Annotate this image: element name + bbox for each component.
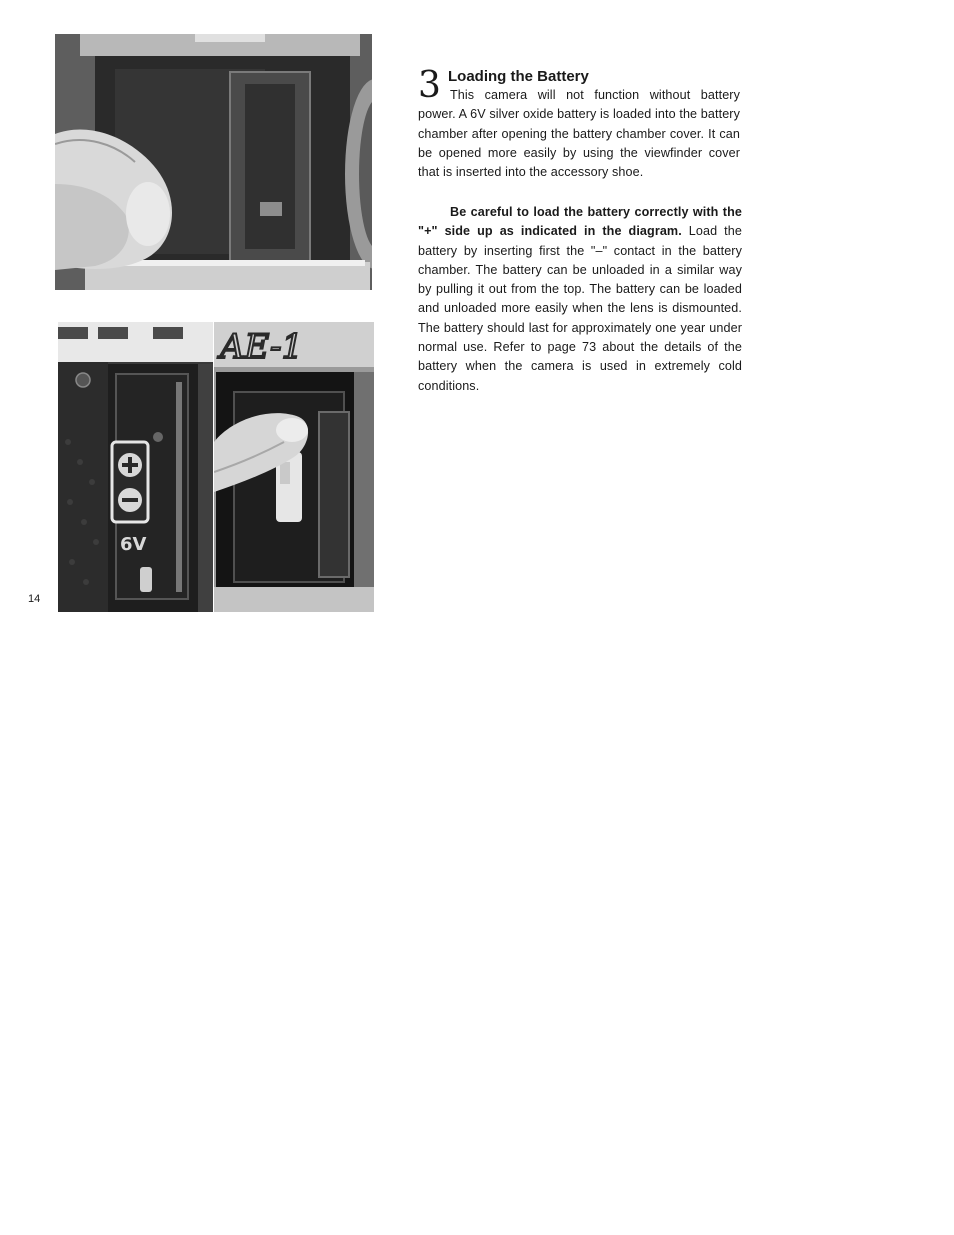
paragraph-loading-instructions — [418, 203, 742, 396]
caution-text: Be careful to load the battery correctly with the "+" side up as indicated in the diagram. — [418, 205, 742, 239]
voltage-label: 6V — [120, 534, 147, 555]
model-badge: AE-1 — [220, 327, 304, 367]
section-number: 3 — [418, 65, 441, 106]
photo-battery-chamber-diagram — [58, 322, 213, 612]
loading-instructions-text: Load the battery by inserting first the "–" contact in the battery chamber. The battery can be unloaded in a similar way by pulling it out from the top. The battery can be loaded and unloaded more easily when the lens is dismounted. The battery should last for approximately one year under normal use. Refer to page 73 about the details of the battery when the camera is used in extremely cold conditions. — [418, 224, 742, 393]
paragraph-loading-instructions-wrap — [418, 203, 742, 396]
photo-opening-battery-cover-image — [55, 34, 372, 290]
photo-opening-battery-cover — [55, 34, 372, 290]
section-title: Loading the Battery — [448, 68, 589, 85]
photo-inserting-battery — [214, 322, 374, 612]
page-number: 14 — [28, 593, 41, 605]
text-column — [418, 65, 742, 180]
photo-inserting-battery-image — [214, 322, 374, 612]
photo-battery-chamber-diagram-image — [58, 322, 213, 612]
paragraph-battery-power: This camera will not function without battery power. A 6V silver oxide battery is loaded into the battery chamber after opening the battery chamber cover. It can be opened more easily by using the viewfinder cover that is inserted into the accessory shoe. — [418, 88, 740, 180]
